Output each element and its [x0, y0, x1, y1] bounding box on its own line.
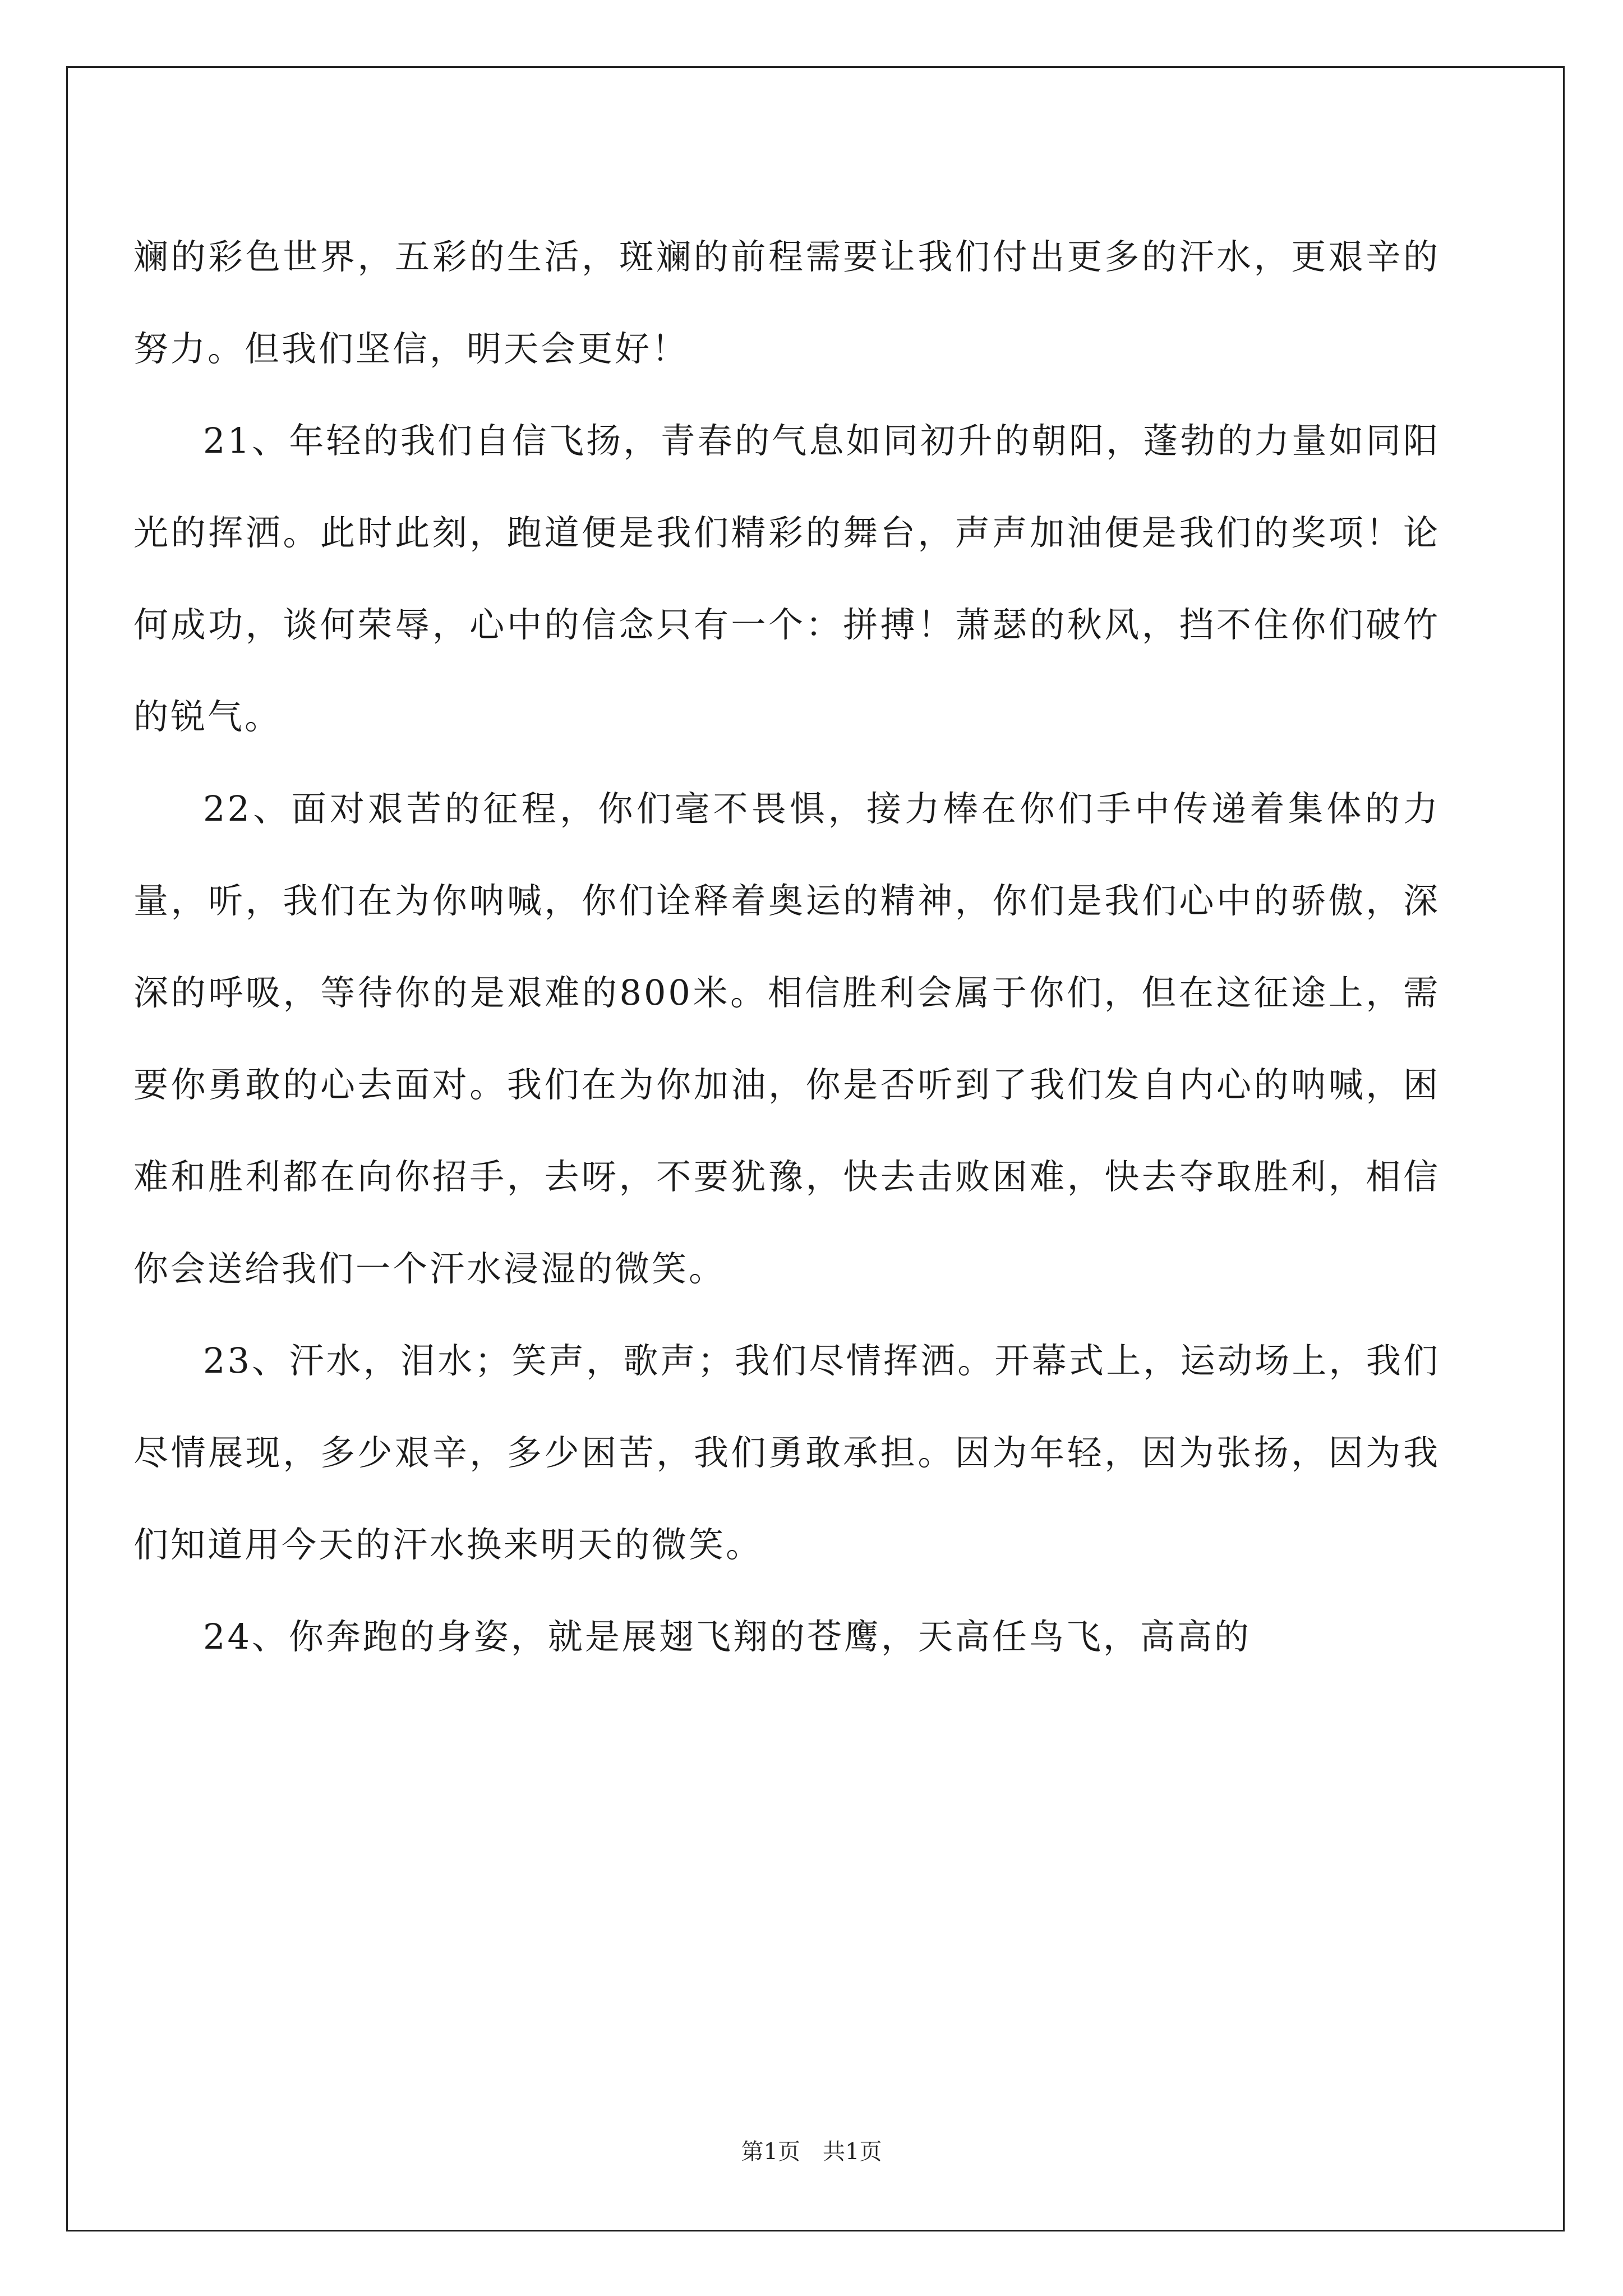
- paragraph-24: 24、你奔跑的身姿，就是展翅飞翔的苍鹰，天高任鸟飞，高高的: [203, 1616, 1251, 1657]
- paragraph-21: 21、年轻的我们自信飞扬，青春的气息如同初升的朝阳，蓬勃的力量如同阳光的挥洒。此时此刻，跑道便是我们精彩的舞台，声声加油便是我们的奖项！论何成功，谈何荣辱，心中的信念只有一个：拼搏！萧瑟的秋风，挡不住你们破竹的锐气。: [133, 420, 1440, 737]
- paragraph-23: 23、汗水，泪水；笑声，歌声；我们尽情挥洒。开幕式上，运动场上，我们尽情展现，多少艰辛，多少困苦，我们勇敢承担。因为年轻，因为张扬，因为我们知道用今天的汗水换来明天的微笑。: [133, 1340, 1440, 1565]
- paragraph-22: 22、面对艰苦的征程，你们毫不畏惧，接力棒在你们手中传递着集体的力量，听，我们在为你呐喊，你们诠释着奥运的精神，你们是我们心中的骄傲，深深的呼吸，等待你的是艰难的800米。相信胜利会属于你们，但在这征途上，需要你勇敢的心去面对。我们在为你加油，你是否听到了我们发自内心的呐喊，困难和胜利都在向你招手，去呀，不要犹豫，快去击败困难，快去夺取胜利，相信你会送给我们一个汗水浸湿的微笑。: [133, 788, 1440, 1289]
- page-number: 第1页: [741, 2139, 800, 2165]
- page-footer: [0, 2136, 1623, 2168]
- document-body: [133, 211, 1440, 1683]
- paragraph-continuation: 斓的彩色世界，五彩的生活，斑斓的前程需要让我们付出更多的汗水，更艰辛的努力。但我们坚信，明天会更好！: [133, 236, 1440, 369]
- page-total: 共1页: [823, 2139, 882, 2165]
